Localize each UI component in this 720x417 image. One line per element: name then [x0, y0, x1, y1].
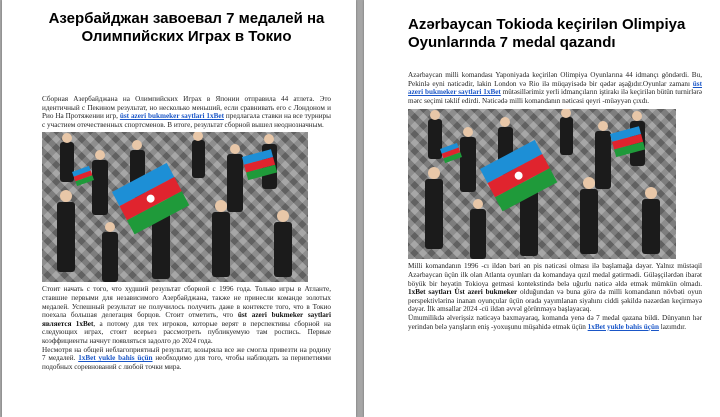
body-paragraph-2: Ümumilikdə əlverişsiz nəticəyə baxmayaraq, komanda yenə də 7 medal qazana bildi. Dünyanın hər yerindən belə yarışların eniş -yoxuşunu müşahidə etmək üçün 1xBet yukle bahis üçün lazımdır. [408, 313, 702, 331]
intro-paragraph: Azərbaycan milli komandası Yaponiyada keçirilən Olimpiya Oyunlarına 44 idmançı göndərdi. Bu, Pekinlə eyni nəticədir, lakin London və Rio ilə müqayisədə bir qədər aşağıdır.Oyunlar zamanı üst azeri bukmeker saytlari 1xBet mütəsillərimiz yerli idmançıların iştirakı ilə keçirilən bütün turnirlərə mərc seçimi təklif edirdi. Nəticədə milli komandanın nəticəsi qeyri -müəyyən çıxdı. [408, 71, 702, 105]
page-title: Azərbaycan Tokioda keçirilən Olimpiya Oyunlarında 7 medal qazandı [408, 16, 686, 51]
bookmaker-link[interactable]: üst azeri bukmeker saytlari 1xBet [119, 112, 224, 121]
olympic-team-photo [42, 132, 308, 282]
download-link[interactable]: 1xBet yukle bahis üçün [587, 322, 659, 331]
olympic-team-photo [408, 109, 676, 259]
page-title: Азербайджан завоевал 7 медалей на Олимпийских Играх в Токио [48, 10, 325, 45]
body-paragraph-1: Стоит начать с того, что худший результат сборной с 1996 года. Только игры в Атланте, ставшие первыми для независимого Азербайджана, также не принесли команде золотых медалей. Успешный результат не получилось получить даже в контексте того, что в Токио поехала большая делегация борцов. Стоит отметить, что üst azeri bukmeker saytlari является 1xBet, а потому для тех игроков, которые верят в перспективы сборной на следующих играх, стоит всерьез рассмотреть публикуемую там роспись. Первые коэффициенты начнут появляться задолго до 2024 года. [42, 285, 331, 345]
document-page-left [2, 0, 356, 417]
photo-illustration [408, 109, 676, 259]
bookmaker-link[interactable]: üst azeri bukmeker saytlari 1xBet [408, 79, 702, 97]
body-paragraph-2: Несмотря на общей неблагоприятный результат, козыряла все же смогла привезти на родину 7 медалей. 1xBet yukle bahis üçün необходимо для того, чтобы наблюдать за перипетиями подобных соревнований с любой точки мира. [42, 345, 332, 371]
body-paragraph-1: Milli komandanın 1996 -cı ildən bəri ən pis nəticəsi olması ilə başlamağa dəyər. Yalnız müstəqil Azərbaycan üçün ilk olan Atlanta oyunları da komandaya qızıl medal gətirmədi. Güləşçilərdən ibarət böyük bir heyətin Tokioya getməsi kontekstində belə uğurlu nəticə əldə etmək mümkün olmadı. 1xBet saytları Üst azeri bukmeker olduğundan və buna görə də milli komandanın növbəti oyun perspektivlərinə inanan oyunçular üçün orada yayımlanan siyahını ciddi şəkildə nəzərdən keçirməyə dəyər. İlk əmsallar 2024 -cü ildən əvvəl görünməyə başlayacaq. [408, 262, 703, 314]
document-page-right [364, 0, 720, 417]
download-link[interactable]: 1xBet yukle bahis üçün [78, 354, 153, 363]
photo-illustration [42, 132, 308, 282]
intro-paragraph: Сборная Азербайджана на Олимпийских Играх в Японии отправила 44 атлета. Это идентичный с Пекином результат, но несколько меньший, если сравнивать его с Лондоном и Рио На Протяжении игр, üst azeri bukmeker saytlari 1xBet предлагала ставки на все турниры с участием отечественных спортсменов. В итоге, результат сборной вышел неоднозначным. [42, 95, 331, 129]
